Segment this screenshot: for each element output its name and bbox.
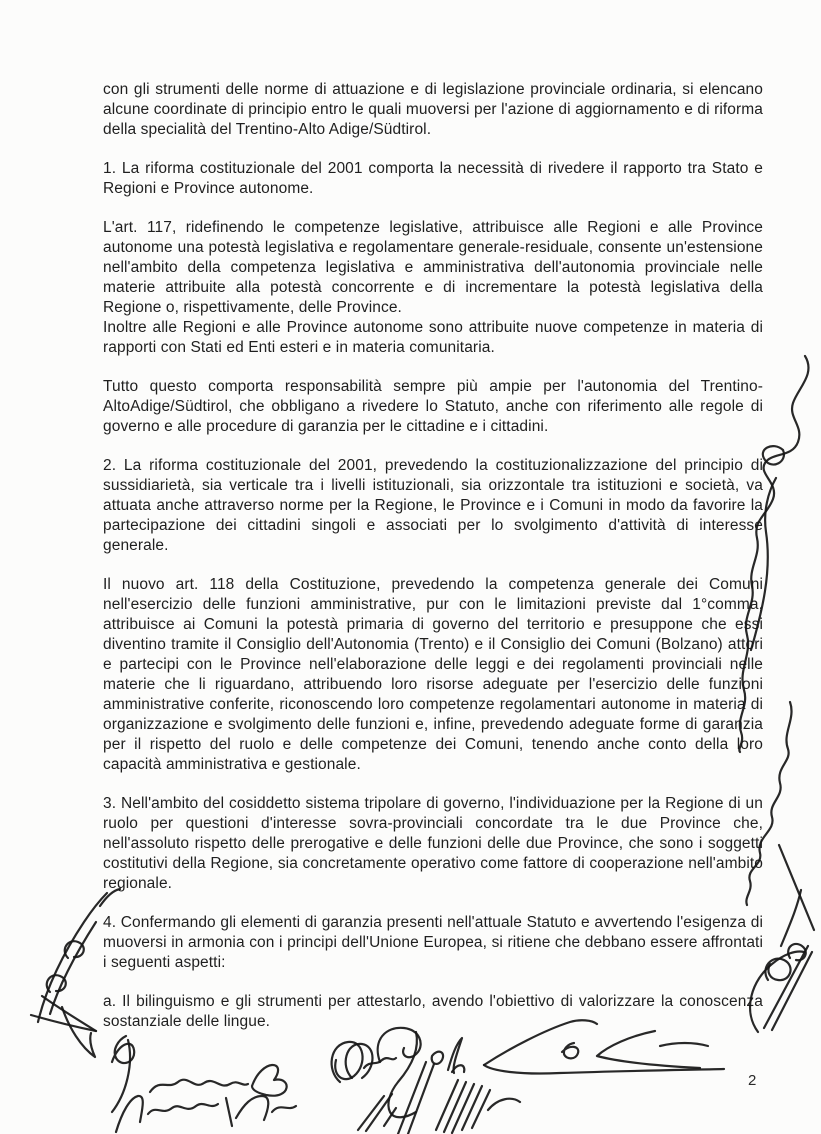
paragraph-art-118: Il nuovo art. 118 della Costituzione, prevedendo la competenza generale dei Comuni nell'esercizio delle funzioni amministrative, pur con le limitazioni previste dal 1°comma, attribuisce ai Comuni la potestà primaria di governo del territorio e presuppone che essi diventino tramite il Consiglio dell'Autonomia (Trento) e il Consiglio dei Comuni (Bolzano) attori e partecipi con le Province nell'elaborazione delle leggi e dei regolamenti provinciali nelle materie che li riguardano, attribuendo loro risorse adeguate per l'esercizio delle funzioni amministrative conferite, riconoscendo loro competenze regolamentari autonome in materia di organizzazione e svolgimento delle funzioni e, infine, prevedendo adeguate forme di garanzia per il rispetto del ruolo e delle competenze dei Comuni, tenendo anche conto della loro capacità amministrativa e gestionale.	[103, 576, 763, 773]
paragraph-point-1: 1. La riforma costituzionale del 2001 comporta la necessità di rivedere il rapporto tra Stato e Regioni e Province autonome.	[103, 160, 763, 197]
paragraph-point-a: a. Il bilinguismo e gli strumenti per attestarlo, avendo l'obiettivo di valorizzare la conoscenza sostanziale delle lingue.	[103, 993, 763, 1030]
bottom-signature-2	[116, 1096, 296, 1132]
paragraph-point-4: 4. Confermando gli elementi di garanzia presenti nell'attuale Statuto e avvertendo l'esigenza di muoversi in armonia con i principi dell'Unione Europea, si ritiene che debbano essere affrontati i seguenti aspetti:	[103, 914, 763, 971]
paragraph-point-3: 3. Nell'ambito del cosiddetto sistema tripolare di governo, l'individuazione per la Regione di un ruolo per questioni d'interesse sovra-provinciali concordate tra le due Province che, nell'assoluto rispetto delle prerogative e delle funzioni delle due Province, che sono i soggetti costitutivi della Regione, sia concretamente operativo come fattore di cooperazione nell'ambito regionale.	[103, 795, 763, 892]
paragraph-art-117: L'art. 117, ridefinendo le competenze legislative, attribuisce alle Regioni e alle Province autonome una potestà legislativa e regolamentare generale-residuale, consente un'estensione nell'ambito della competenza legislativa e amministrativa dell'autonomia provinciale nelle materie attribuite alla potestà concorrente e di incrementare la potestà legislativa della Regione o, rispettivamente, delle Province.	[103, 219, 763, 316]
paragraph-inoltre: Inoltre alle Regioni e alle Province autonome sono attribuite nuove competenze in materia di rapporti con Stati ed Enti esteri e in materia comunitaria.	[103, 319, 763, 356]
paragraph-point-2: 2. La riforma costituzionale del 2001, prevedendo la costituzionalizzazione del principio di sussidiarietà, sia verticale tra i livelli istituzionali, sia orizzontale tra istituzioni e società, va attuata anche attraverso norme per la Regione, le Province e i Comuni in modo da favorire la partecipazione dei cittadini singoli e associati per lo svolgimento d'attività di interesse generale.	[103, 457, 763, 554]
document-body	[103, 80, 763, 1051]
paragraph-intro: con gli strumenti delle norme di attuazione e di legislazione provinciale ordinaria, si elencano alcune coordinate di principio entro le quali muoversi per l'azione di aggiornamento e di riforma della specialità del Trentino-Alto Adige/Südtirol.	[103, 81, 763, 138]
page-number: 2	[748, 1072, 757, 1089]
bottom-hatch-strokes	[358, 1062, 520, 1134]
paragraph-tutto-questo: Tutto questo comporta responsabilità sempre più ampie per l'autonomia del Trentino-AltoAdige/Südtirol, che obbligano a rivedere lo Statuto, anche con riferimento alle regole di governo e alle procedure di garanzia per le cittadine e i cittadini.	[103, 378, 763, 435]
